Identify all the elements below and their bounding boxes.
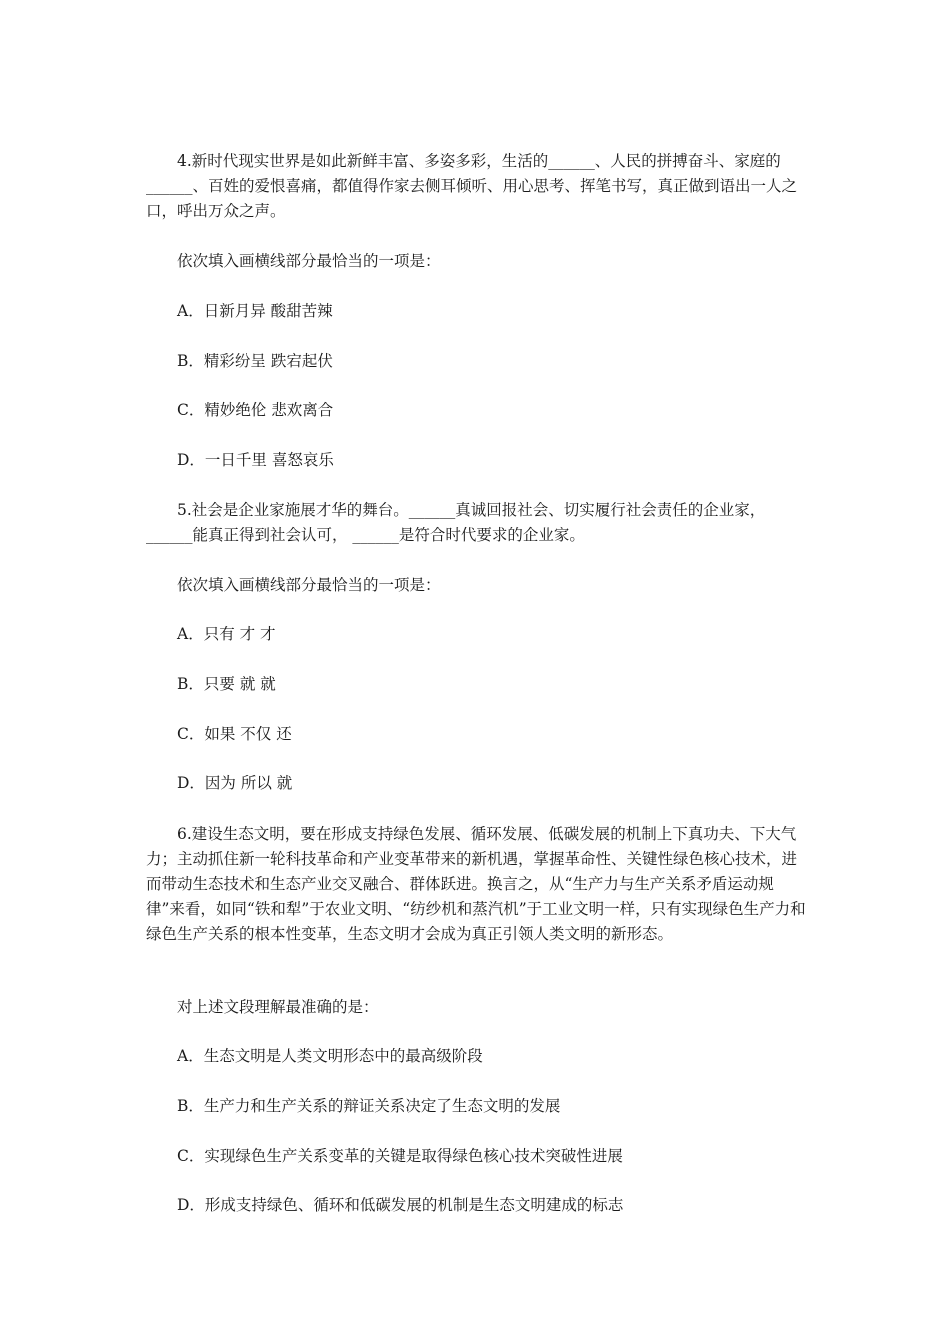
question-6-prompt: 对上述文段理解最准确的是： — [177, 998, 379, 1016]
question-4-prompt: 依次填入画横线部分最恰当的一项是： — [177, 252, 441, 270]
question-6-option-b: B．生产力和生产关系的辩证关系决定了生态文明的发展 — [177, 1097, 561, 1115]
question-5-option-a: A．只有 才 才 — [177, 625, 276, 643]
question-5-stem: 5.社会是企业家施展才华的舞台。______真诚回报社会、切实履行社会责任的企业家，______能真正得到社会认可， ______是符合时代要求的企业家。 — [146, 501, 766, 544]
question-6-option-c: C．实现绿色生产关系变革的关键是取得绿色核心技术突破性进展 — [177, 1147, 623, 1165]
question-5-option-c: C．如果 不仅 还 — [177, 725, 292, 743]
question-4-stem: 4.新时代现实世界是如此新鲜丰富、多姿多彩，生活的______、人民的拼搏奋斗、家庭的______、百姓的爱恨喜痛，都值得作家去侧耳倾听、用心思考、挥笔书写，真正做到语出一人之口，呼出万众之声。 — [146, 152, 798, 220]
question-6-option-a: A．生态文明是人类文明形态中的最高级阶段 — [177, 1047, 483, 1065]
question-4-option-d: D．一日千里 喜怒哀乐 — [177, 451, 334, 469]
question-4-option-c: C．精妙绝伦 悲欢离合 — [177, 401, 334, 419]
question-5-prompt: 依次填入画横线部分最恰当的一项是： — [177, 576, 441, 594]
question-5-option-b: B．只要 就 就 — [177, 675, 276, 693]
question-5-option-d: D．因为 所以 就 — [177, 774, 293, 792]
question-4-option-b: B．精彩纷呈 跌宕起伏 — [177, 352, 333, 370]
question-4-option-a: A．日新月异 酸甜苦辣 — [177, 302, 333, 320]
question-6-option-d: D．形成支持绿色、循环和低碳发展的机制是生态文明建成的标志 — [177, 1196, 624, 1214]
question-6-stem: 6.建设生态文明，要在形成支持绿色发展、循环发展、低碳发展的机制上下真功夫、下大气力；主动抓住新一轮科技革命和产业变革带来的新机遇，掌握革命性、关键性绿色核心技术，进而带动生态技术和生态产业交叉融合、群体跃进。换言之，从“生产力与生产关系矛盾运动规律”来看，如同“铁和犁”于农业文明、“纺纱机和蒸汽机”于工业文明一样，只有实现绿色生产力和绿色生产关系的根本性变革，生态文明才会成为真正引领人类文明的新形态。 — [146, 825, 806, 943]
